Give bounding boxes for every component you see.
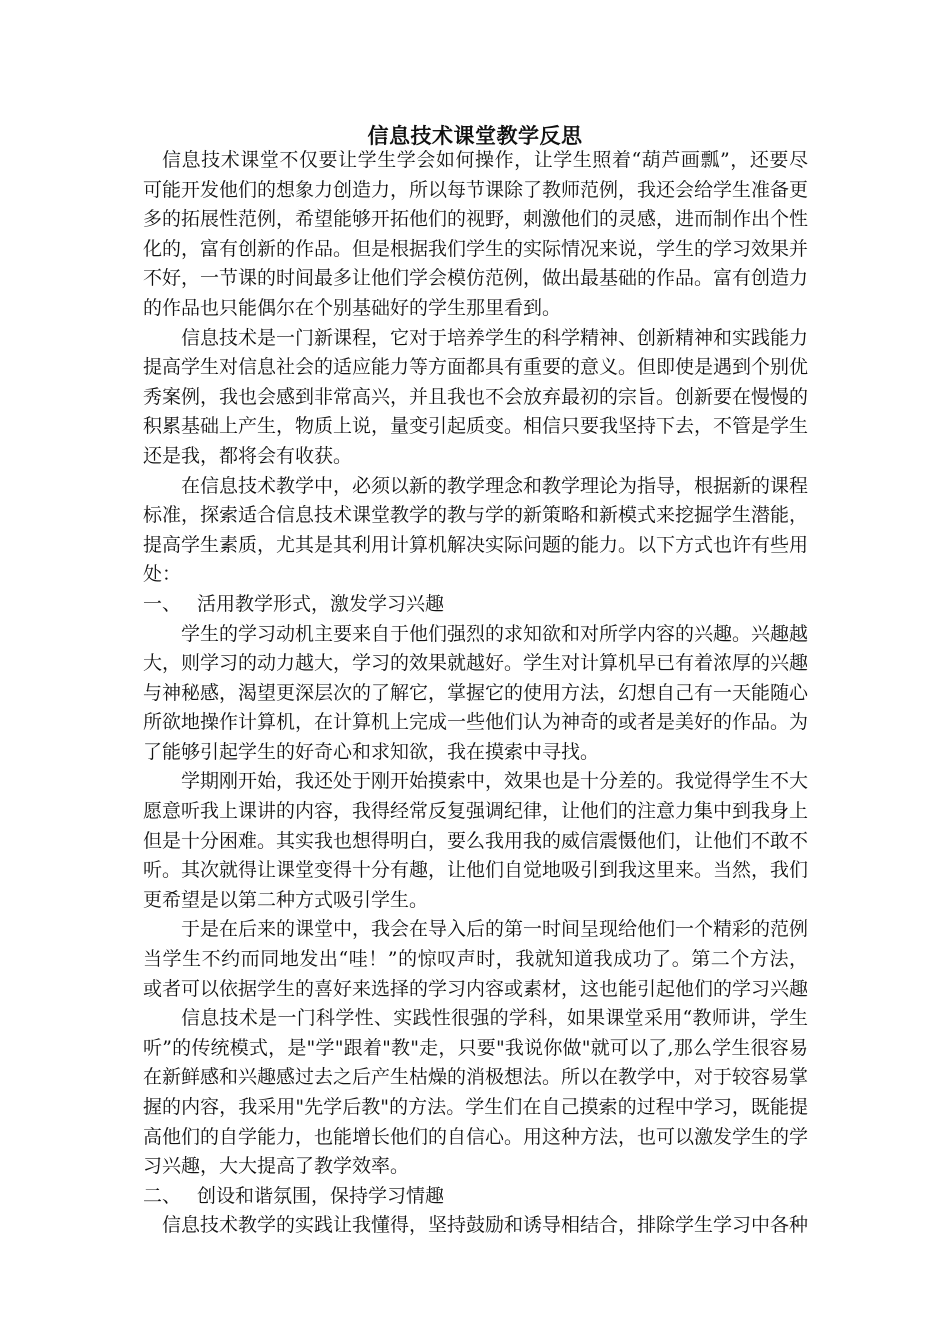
paragraph-5: 学期刚开始，我还处于刚开始摸索中，效果也是十分差的。我觉得学生不大愿意听我上课讲的内容，我得经常反复强调纪律，让他们的注意力集中到我身上但是十分困难。其实我也想得明白，要么我用我的威信震慑他们，让他们不敢不听。其次就得让课堂变得十分有趣，让他们自觉地吸引到我这里来。当然，我们更希望是以第二种方式吸引学生。: [143, 770, 809, 911]
paragraph-7: 信息技术是一门科学性、实践性很强的学科，如果课堂采用“教师讲，学生听”的传统模式，是"学"跟着"教"走，只要"我说你做"就可以了,那么学生很容易在新鲜感和兴趣感过去之后产生枯燥的消极想法。所以在教学中，对于较容易掌握的内容，我采用"先学后教"的方法。学生们在自己摸索的过程中学习，既能提高他们的自学能力，也能增长他们的自信心。用这种方法，也可以激发学生的学习兴趣，大大提高了教学效率。: [143, 1007, 809, 1178]
paragraph-8: 信息技术教学的实践让我懂得，坚持鼓励和诱导相结合，排除学生学习中各种: [162, 1214, 809, 1237]
paragraph-2: 信息技术是一门新课程，它对于培养学生的科学精神、创新精神和实践能力提高学生对信息社会的适应能力等方面都具有重要的意义。但即使是遇到个别优秀案例，我也会感到非常高兴，并且我也不会放弃最初的宗旨。创新要在慢慢的积累基础上产生，物质上说，量变引起质变。相信只要我坚持下去，不管是学生还是我，都将会有收获。: [143, 326, 809, 467]
section-heading-2: [143, 1182, 808, 1212]
section-title-2: 创设和谐氛围，保持学习情趣: [197, 1184, 445, 1207]
section-number-1: 一、: [143, 592, 182, 615]
section-number-2: 二、: [143, 1184, 182, 1207]
document-body: [143, 146, 808, 1241]
paragraph-3: 在信息技术教学中，必须以新的教学理念和教学理论为指导，根据新的课程标准，探索适合信息技术课堂教学的教与学的新策略和新模式来挖掘学生潜能，提高学生素质，尤其是其利用计算机解决实际问题的能力。以下方式也许有些用处：: [143, 474, 809, 586]
section-title-1: 活用教学形式，激发学习兴趣: [197, 592, 445, 615]
paragraph-6: 于是在后来的课堂中，我会在导入后的第一时间呈现给他们一个精彩的范例当学生不约而同地发出“哇！”的惊叹声时，我就知道我成功了。第二个方法，或者可以依据学生的喜好来选择的学习内容或素材，这也能引起他们的学习兴趣: [143, 918, 809, 1000]
section-heading-1: [143, 590, 808, 620]
paragraph-4: 学生的学习动机主要来自于他们强烈的求知欲和对所学内容的兴趣。兴趣越大，则学习的动力越大，学习的效果就越好。学生对计算机早已有着浓厚的兴趣与神秘感，渴望更深层次的了解它，掌握它的使用方法，幻想自己有一天能随心所欲地操作计算机，在计算机上完成一些他们认为神奇的或者是美好的作品。为了能够引起学生的好奇心和求知欲，我在摸索中寻找。: [143, 622, 809, 763]
paragraph-1: 信息技术课堂不仅要让学生学会如何操作，让学生照着“葫芦画瓢”，还要尽可能开发他们的想象力创造力，所以每节课除了教师范例，我还会给学生准备更多的拓展性范例，希望能够开拓他们的视野，刺激他们的灵感，进而制作出个性化的，富有创新的作品。但是根据我们学生的实际情况来说，学生的学习效果并不好，一节课的时间最多让他们学会模仿范例，做出最基础的作品。富有创造力的作品也只能偶尔在个别基础好的学生那里看到。: [143, 149, 809, 319]
document-title: 信息技术课堂教学反思: [367, 123, 583, 148]
